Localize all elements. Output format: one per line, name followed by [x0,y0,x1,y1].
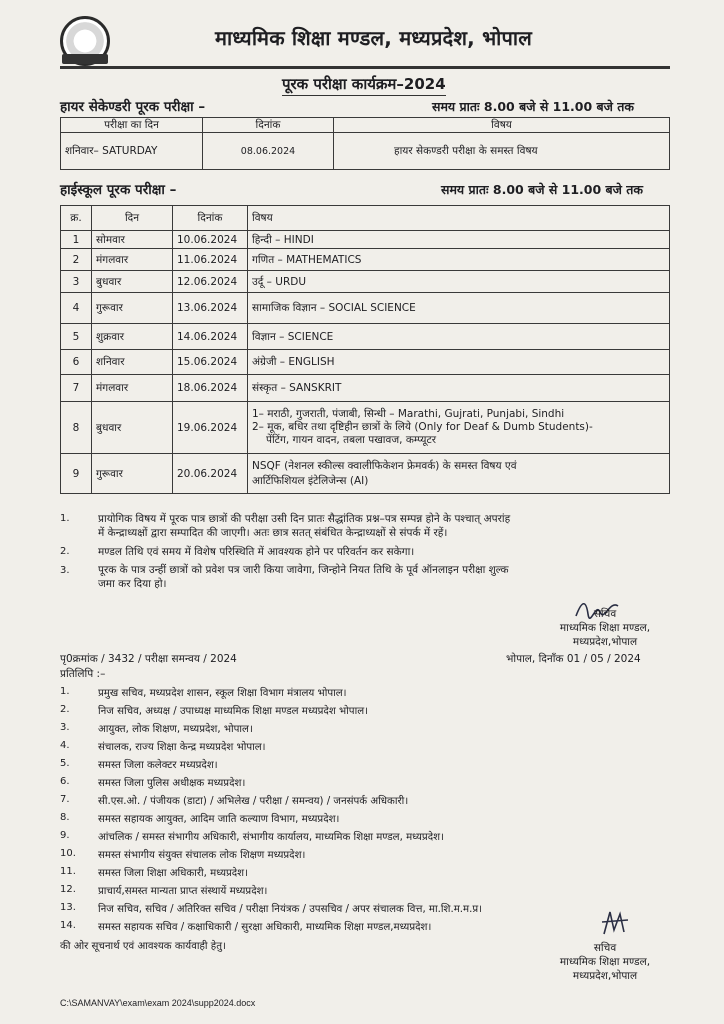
note-line: प्रायोगिक विषय में पूरक पात्र छात्रों की परीक्षा उसी दिन प्रातः सैद्धांतिक प्रश्न–पत्र सम्पन्न होने के पश्चात् अपरांह [98,513,511,525]
row-subject: हिन्दी – HINDI [248,231,670,249]
table-row [61,375,670,402]
cc-number: 11. [60,866,76,877]
cc-item: समस्त संभागीय संयुक्त संचालक लोक शिक्षण मध्यप्रदेश। [98,850,306,861]
cc-number: 7. [60,794,70,805]
hs-col-date: दिनांक [173,206,248,231]
reference-number: पृ0क्रमांक / 3432 / परीक्षा समन्वय / 2024 [60,653,237,665]
hss-col-day: परीक्षा का दिन [61,118,203,133]
row-day: गुरूवार [92,454,173,494]
note-3 [98,563,678,591]
cc-item: समस्त जिला शिक्षा अधिकारी, मध्यप्रदेश। [98,868,248,879]
cc-item: प्रमुख सचिव, मध्यप्रदेश शासन, स्कूल शिक्षा विभाग मंत्रालय भोपाल। [98,688,347,699]
cc-number: 12. [60,884,76,895]
signatory-title: सचिव [593,608,617,620]
cc-item: आंचलिक / समस्त संभागीय अधिकारी, संभागीय कार्यालय, माध्यमिक शिक्षा मण्डल, मध्यप्रदेश। [98,832,444,843]
cc-item: प्राचार्य,समस्त मान्यता प्राप्त संस्थायें मध्यप्रदेश। [98,886,268,897]
cc-item: आयुक्त, लोक शिक्षण, मध्यप्रदेश, भोपाल। [98,724,253,735]
organization-name: माध्यमिक शिक्षा मण्डल, मध्यप्रदेश, भोपाल [215,26,533,50]
row-subject [248,402,670,454]
note-line: जमा कर दिया हो। [98,578,167,590]
subject-line: NSQF (नेशनल स्कील्स क्वालीफिकेशन फ्रेमवर्क) के समस्त विषय एवं [252,459,517,472]
row-date: 11.06.2024 [173,249,248,271]
cc-number: 9. [60,830,70,841]
note-number: 1. [60,513,70,524]
cc-item: निज सचिव, अध्यक्ष / उपाध्यक्ष माध्यमिक शिक्षा मण्डल मध्यप्रदेश भोपाल। [98,706,368,717]
hs-col-num: क्र. [61,206,92,231]
closing-line: की ओर सूचनार्थ एवं आवश्यक कार्यवाही हेतु। [60,941,226,952]
hs-heading: हाईस्कूल पूरक परीक्षा – [60,182,177,198]
subject-line: 1– मराठी, गुजराती, पंजाबी, सिन्धी – Marathi, Gujrati, Punjabi, Sindhi [252,408,565,420]
row-date: 18.06.2024 [173,375,248,402]
row-day: बुधवार [92,271,173,293]
signatory-title: सचिव [593,942,617,954]
row-date: 15.06.2024 [173,350,248,375]
row-subject: सामाजिक विज्ञान – SOCIAL SCIENCE [248,293,670,324]
header-rule [60,66,670,69]
row-day: सोमवार [92,231,173,249]
cc-item: समस्त सहायक सचिव / कक्षाधिकारी / सुरक्षा अधिकारी, माध्यमिक शिक्षा मण्डल,मध्यप्रदेश। [98,922,432,933]
row-num: 4 [61,293,92,324]
subject-line: पेंटिंग, गायन वादन, तबला पखावज, कम्प्यूटर [266,434,437,446]
document-title: पूरक परीक्षा कार्यक्रम–2024 [282,74,446,96]
note-1 [98,512,678,540]
hs-col-subject: विषय [248,206,670,231]
hss-subject: हायर सेकण्डरी परीक्षा के समस्त विषय [334,133,670,170]
hs-time: समय प्रातः 8.00 बजे से 11.00 बजे तक [441,182,644,197]
signature-block-2 [540,941,670,983]
signatory-line: मध्यप्रदेश,भोपाल [572,970,638,982]
hss-time: समय प्रातः 8.00 बजे से 11.00 बजे तक [432,99,635,114]
hs-col-day: दिन [92,206,173,231]
signature-scribble-icon [598,908,632,938]
cc-number: 3. [60,722,70,733]
row-subject: उर्दू – URDU [248,271,670,293]
row-date: 12.06.2024 [173,271,248,293]
row-date: 19.06.2024 [173,402,248,454]
table-row [61,271,670,293]
hss-col-date: दिनांक [203,118,334,133]
note-line: में केन्द्राध्यक्षों द्वारा सम्पादित की जाएगी। अतः छात्र सतत् संबंधित केन्द्राध्यक्षों से संपर्क में रहें। [98,527,448,539]
table-row [61,454,670,494]
row-num: 2 [61,249,92,271]
cc-item: सी.एस.ओ. / पंजीयक (डाटा) / अभिलेख / परीक्षा / समन्वय) / जनसंपर्क अधिकारी। [98,796,409,807]
logo-ribbon [62,54,108,64]
row-num: 7 [61,375,92,402]
cc-item: समस्त जिला कलेक्टर मध्यप्रदेश। [98,760,218,771]
note-number: 3. [60,565,70,576]
hss-col-subject: विषय [334,118,670,133]
cc-number: 1. [60,686,70,697]
cc-number: 14. [60,920,76,931]
row-subject: विज्ञान – SCIENCE [248,324,670,350]
subject-line: 2– मूक, बधिर तथा दृष्टिहीन छात्रों के लिये (Only for Deaf & Dumb Students)- [252,421,593,433]
row-day: मंगलवार [92,249,173,271]
cc-number: 8. [60,812,70,823]
signatory-line: माध्यमिक शिक्षा मण्डल, [559,622,651,634]
signatory-line: मध्यप्रदेश,भोपाल [572,636,638,648]
hss-day: शनिवार– SATURDAY [61,133,203,170]
row-date: 10.06.2024 [173,231,248,249]
hss-heading: हायर सेकेण्डरी पूरक परीक्षा – [60,99,206,115]
table-row [61,249,670,271]
row-num: 1 [61,231,92,249]
cc-item: संचालक, राज्य शिक्षा केन्द्र मध्यप्रदेश भोपाल। [98,742,266,753]
row-subject [248,454,670,494]
signatory-line: माध्यमिक शिक्षा मण्डल, [559,956,651,968]
row-date: 20.06.2024 [173,454,248,494]
table-row [61,231,670,249]
row-subject: अंग्रेजी – ENGLISH [248,350,670,375]
table-row [61,324,670,350]
cc-number: 4. [60,740,70,751]
subject-line: आर्टिफिशियल इंटेलिजेन्स (AI) [252,474,369,487]
hss-table [60,117,670,170]
row-day: बुधवार [92,402,173,454]
table-row [61,133,670,170]
note-number: 2. [60,546,70,557]
table-row [61,293,670,324]
cc-number: 13. [60,902,76,913]
hss-date: 08.06.2024 [203,133,334,170]
copy-to-label: प्रतिलिपि :– [60,668,106,680]
cc-item: समस्त जिला पुलिस अधीक्षक मध्यप्रदेश। [98,778,246,789]
file-path-footer: C:\SAMANVAY\exam\exam 2024\supp2024.docx [60,998,256,1008]
hs-table [60,205,670,494]
cc-number: 6. [60,776,70,787]
cc-number: 2. [60,704,70,715]
note-line: पूरक के पात्र उन्हीं छात्रों को प्रवेश पत्र जारी किया जावेगा, जिन्होने नियत तिथि के पूर्व ऑनलाइन परीक्षा शुल्क [98,564,509,576]
row-day: मंगलवार [92,375,173,402]
row-num: 3 [61,271,92,293]
table-row [61,402,670,454]
row-num: 5 [61,324,92,350]
row-num: 8 [61,402,92,454]
row-day: शनिवार [92,350,173,375]
reference-date: भोपाल, दिनाँक 01 / 05 / 2024 [506,653,641,665]
row-subject: गणित – MATHEMATICS [248,249,670,271]
cc-number: 5. [60,758,70,769]
row-num: 9 [61,454,92,494]
row-date: 13.06.2024 [173,293,248,324]
row-day: शुक्रवार [92,324,173,350]
cc-item: निज सचिव, सचिव / अतिरिक्त सचिव / परीक्षा नियंत्रक / उपसचिव / अपर संचालक वित्त, मा.शि.म.म.प्र। [98,904,483,915]
row-num: 6 [61,350,92,375]
row-date: 14.06.2024 [173,324,248,350]
table-row [61,350,670,375]
row-day: गुरूवार [92,293,173,324]
cc-item: समस्त सहायक आयुक्त, आदिम जाति कल्याण विभाग, मध्यप्रदेश। [98,814,340,825]
row-subject: संस्कृत – SANSKRIT [248,375,670,402]
signature-block-1 [540,607,670,649]
cc-number: 10. [60,848,76,859]
note-2: मण्डल तिथि एवं समय में विशेष परिस्थिति में आवश्यक होने पर परिवर्तन कर सकेगा। [98,546,415,558]
